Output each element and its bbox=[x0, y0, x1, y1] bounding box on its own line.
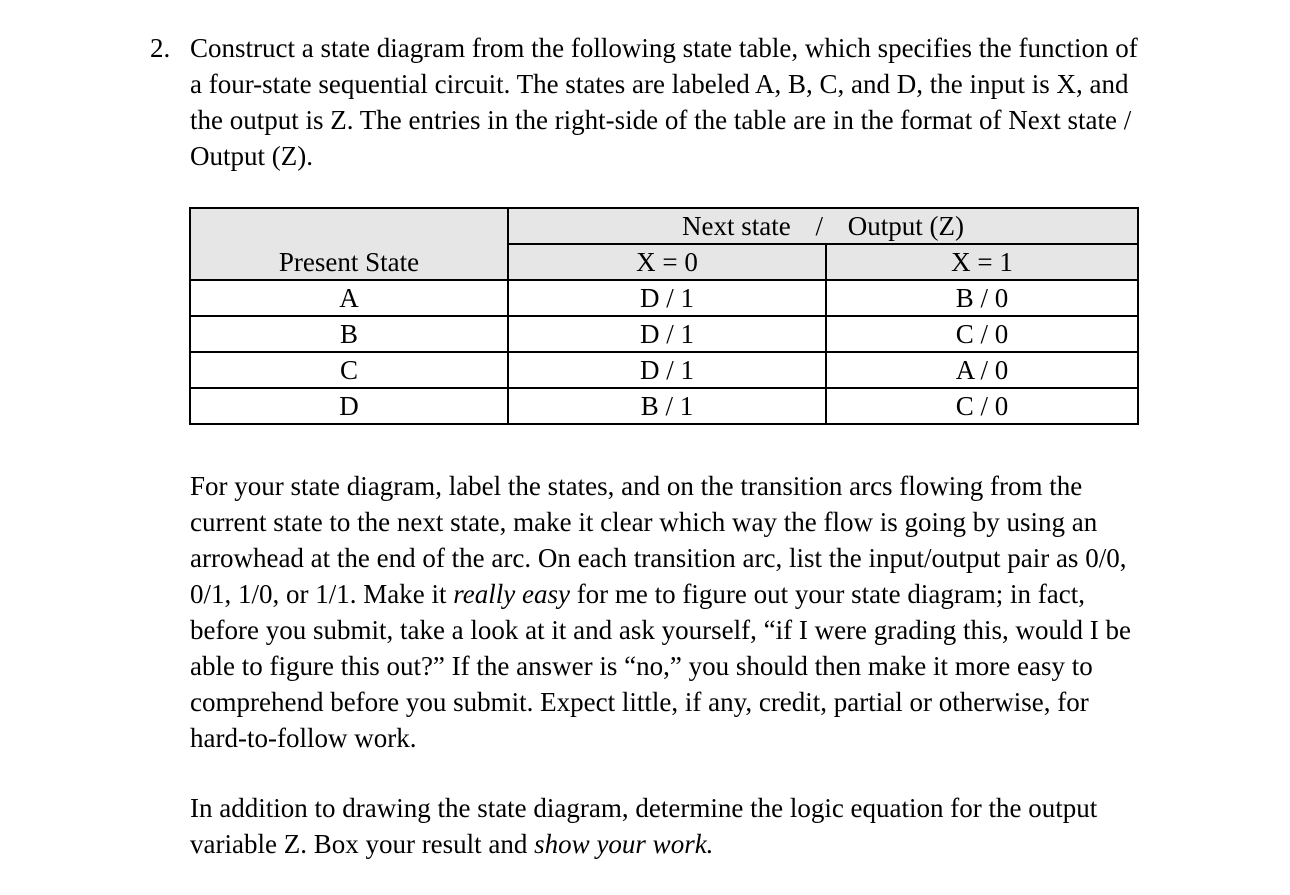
cell-x1: B / 0 bbox=[826, 280, 1138, 316]
header-next-state: Next state bbox=[682, 211, 791, 241]
instructions-emphasis: really easy bbox=[453, 579, 570, 609]
problem-number: 2. bbox=[150, 33, 171, 63]
cell-present-state: C bbox=[190, 352, 508, 388]
table-row bbox=[190, 388, 1138, 424]
table-row bbox=[190, 280, 1138, 316]
cell-x0: B / 1 bbox=[508, 388, 826, 424]
header-x0: X = 0 bbox=[508, 244, 826, 280]
header-present-state-label: Present State bbox=[278, 247, 420, 277]
table-row bbox=[190, 352, 1138, 388]
header-separator: / bbox=[815, 211, 823, 241]
header-next-state-output bbox=[508, 208, 1138, 244]
cell-x0: D / 1 bbox=[508, 280, 826, 316]
logic-emphasis: show your work. bbox=[534, 829, 714, 859]
cell-present-state: A bbox=[190, 280, 508, 316]
table-header-row-top bbox=[190, 208, 1138, 244]
problem-intro: Construct a state diagram from the following state table, which specifies the function of a four-state sequential circuit. The states are labeled A, B, C, and D, the input is X, and the output is Z. The entries in the right-side of the table are in the format of Next state / Output (Z). bbox=[190, 33, 1138, 171]
cell-x1: C / 0 bbox=[826, 388, 1138, 424]
instructions-paragraph bbox=[190, 468, 1150, 756]
table-row bbox=[190, 316, 1138, 352]
problem-statement bbox=[150, 30, 1150, 174]
cell-x0: D / 1 bbox=[508, 352, 826, 388]
header-present-state bbox=[190, 208, 508, 280]
logic-text-1: In addition to drawing the state diagram, determine the logic equation for the output variable Z. Box your result and bbox=[190, 793, 1098, 859]
instructions-text-2: for me to figure out your state diagram; in fact, before you submit, take a look at it and ask yourself, “if I were grading this, would I be able to figure this out?” If the answer is “no,” you should then make it more easy to comprehend before you submit. Expect little, if any, credit, partial or otherwise, for hard-to-follow work. bbox=[190, 579, 1131, 753]
cell-x1: C / 0 bbox=[826, 316, 1138, 352]
header-x1: X = 1 bbox=[826, 244, 1138, 280]
instructions-text-1: For your state diagram, label the states, and on the transition arcs flowing from the current state to the next state, make it clear which way the flow is going by using an arrowhead at the end of the arc. On each transition arc, list the input/output pair as 0/0, 0/1, 1/0, or 1/1. Make it bbox=[190, 471, 1127, 609]
state-table bbox=[189, 207, 1139, 425]
logic-equation-paragraph bbox=[190, 790, 1150, 862]
cell-present-state: D bbox=[190, 388, 508, 424]
cell-x1: A / 0 bbox=[826, 352, 1138, 388]
header-output: Output (Z) bbox=[847, 211, 964, 241]
cell-x0: D / 1 bbox=[508, 316, 826, 352]
cell-present-state: B bbox=[190, 316, 508, 352]
